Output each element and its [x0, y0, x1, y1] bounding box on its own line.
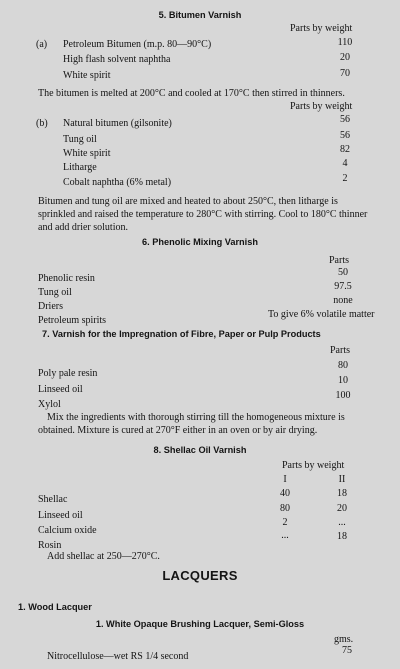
ingredient-qty-ii: 18: [337, 531, 347, 542]
ingredient-qty-ii: 18: [337, 488, 347, 499]
section-heading-phenolic: 6. Phenolic Mixing Varnish: [142, 237, 258, 247]
ingredient-qty-i: 2: [282, 517, 288, 528]
column-header-i: I: [283, 474, 287, 485]
parts-header: Parts by weight: [290, 101, 353, 112]
ingredient-name: Poly pale resin: [38, 368, 98, 379]
subsection-heading: 1. White Opaque Brushing Lacquer, Semi-Gloss: [95, 619, 305, 629]
ingredient-name: Cobalt naphtha (6% metal): [63, 177, 172, 188]
parts-header: Parts: [329, 255, 349, 266]
ingredient-qty: 10: [338, 375, 348, 386]
recipe-label-b: (b): [36, 118, 48, 129]
subsection-heading: 1. Wood Lacquer: [18, 602, 92, 612]
ingredient-qty: 56: [340, 130, 350, 141]
ingredient-name: Petroleum Bitumen (m.p. 80—90°C): [63, 39, 212, 50]
ingredient-name: Litharge: [63, 162, 97, 173]
ingredient-name: Nitrocellulose—wet RS 1/4 second: [47, 651, 189, 662]
ingredient-name: High flash solvent naphtha: [63, 54, 171, 65]
ingredient-qty-i: 40: [280, 488, 290, 499]
ingredient-qty: 70: [340, 68, 350, 79]
recipe-label-a: (a): [36, 39, 48, 50]
method-note: The bitumen is melted at 200°C and cooled at 170°C then stirred in thinners.: [38, 88, 345, 99]
ingredient-name: Driers: [38, 301, 63, 312]
parts-header: Parts: [330, 345, 350, 356]
ingredient-qty: 20: [340, 52, 350, 63]
ingredient-name: Tung oil: [63, 134, 97, 145]
method-note: Bitumen and tung oil are mixed and heated to about 250°C, then litharge is: [38, 196, 338, 207]
ingredient-name: Xylol: [38, 399, 61, 410]
ingredient-name: Rosin: [38, 540, 62, 551]
method-note: obtained. Mixture is cured at 270°F either in an oven or by air drying.: [38, 425, 318, 436]
ingredient-name: Petroleum spirits: [38, 315, 107, 326]
unit-header: gms.: [334, 634, 354, 645]
column-header-ii: II: [338, 474, 346, 485]
ingredient-name: White spirit: [63, 148, 111, 159]
section-heading-shellac: 8. Shellac Oil Varnish: [153, 445, 247, 455]
ingredient-qty: To give 6% volatile matter: [268, 309, 375, 320]
ingredient-qty: 2: [342, 173, 348, 184]
ingredient-qty-i: ...: [281, 530, 289, 541]
ingredient-qty: 56: [340, 114, 350, 125]
ingredient-name: Natural bitumen (gilsonite): [63, 118, 172, 129]
ingredient-qty-ii: 20: [337, 503, 347, 514]
ingredient-name: Linseed oil: [38, 384, 83, 395]
ingredient-qty: 80: [338, 360, 348, 371]
method-note: and add drier solution.: [38, 222, 128, 233]
ingredient-qty: none: [333, 295, 353, 306]
section-heading-bitumen: 5. Bitumen Varnish: [158, 10, 242, 20]
ingredient-qty: 50: [338, 267, 348, 278]
ingredient-qty-ii: ...: [338, 517, 346, 528]
method-note: sprinkled and raised the temperature to 280°C with stirring. Cool to 180°C thinner: [38, 209, 368, 220]
ingredient-name: Linseed oil: [38, 510, 83, 521]
ingredient-qty: 110: [337, 37, 353, 48]
method-note: Mix the ingredients with thorough stirring till the homogeneous mixture is: [47, 412, 345, 423]
ingredient-qty: 100: [335, 390, 351, 401]
method-note: Add shellac at 250—270°C.: [47, 551, 160, 562]
ingredient-name: Shellac: [38, 494, 68, 505]
chapter-heading-lacquers: LACQUERS: [162, 568, 238, 583]
ingredient-name: Phenolic resin: [38, 273, 95, 284]
ingredient-name: Tung oil: [38, 287, 72, 298]
ingredient-qty: 75: [342, 645, 352, 656]
parts-header: Parts by weight: [290, 23, 353, 34]
ingredient-qty: 4: [342, 158, 348, 169]
section-heading-impregnation: 7. Varnish for the Impregnation of Fibre, Paper or Pulp Products: [42, 329, 321, 339]
ingredient-qty: 82: [340, 144, 350, 155]
ingredient-qty-i: 80: [280, 503, 290, 514]
ingredient-qty: 97.5: [334, 281, 352, 292]
ingredient-name: Calcium oxide: [38, 525, 97, 536]
parts-header: Parts by weight: [282, 460, 345, 471]
ingredient-name: White spirit: [63, 70, 111, 81]
